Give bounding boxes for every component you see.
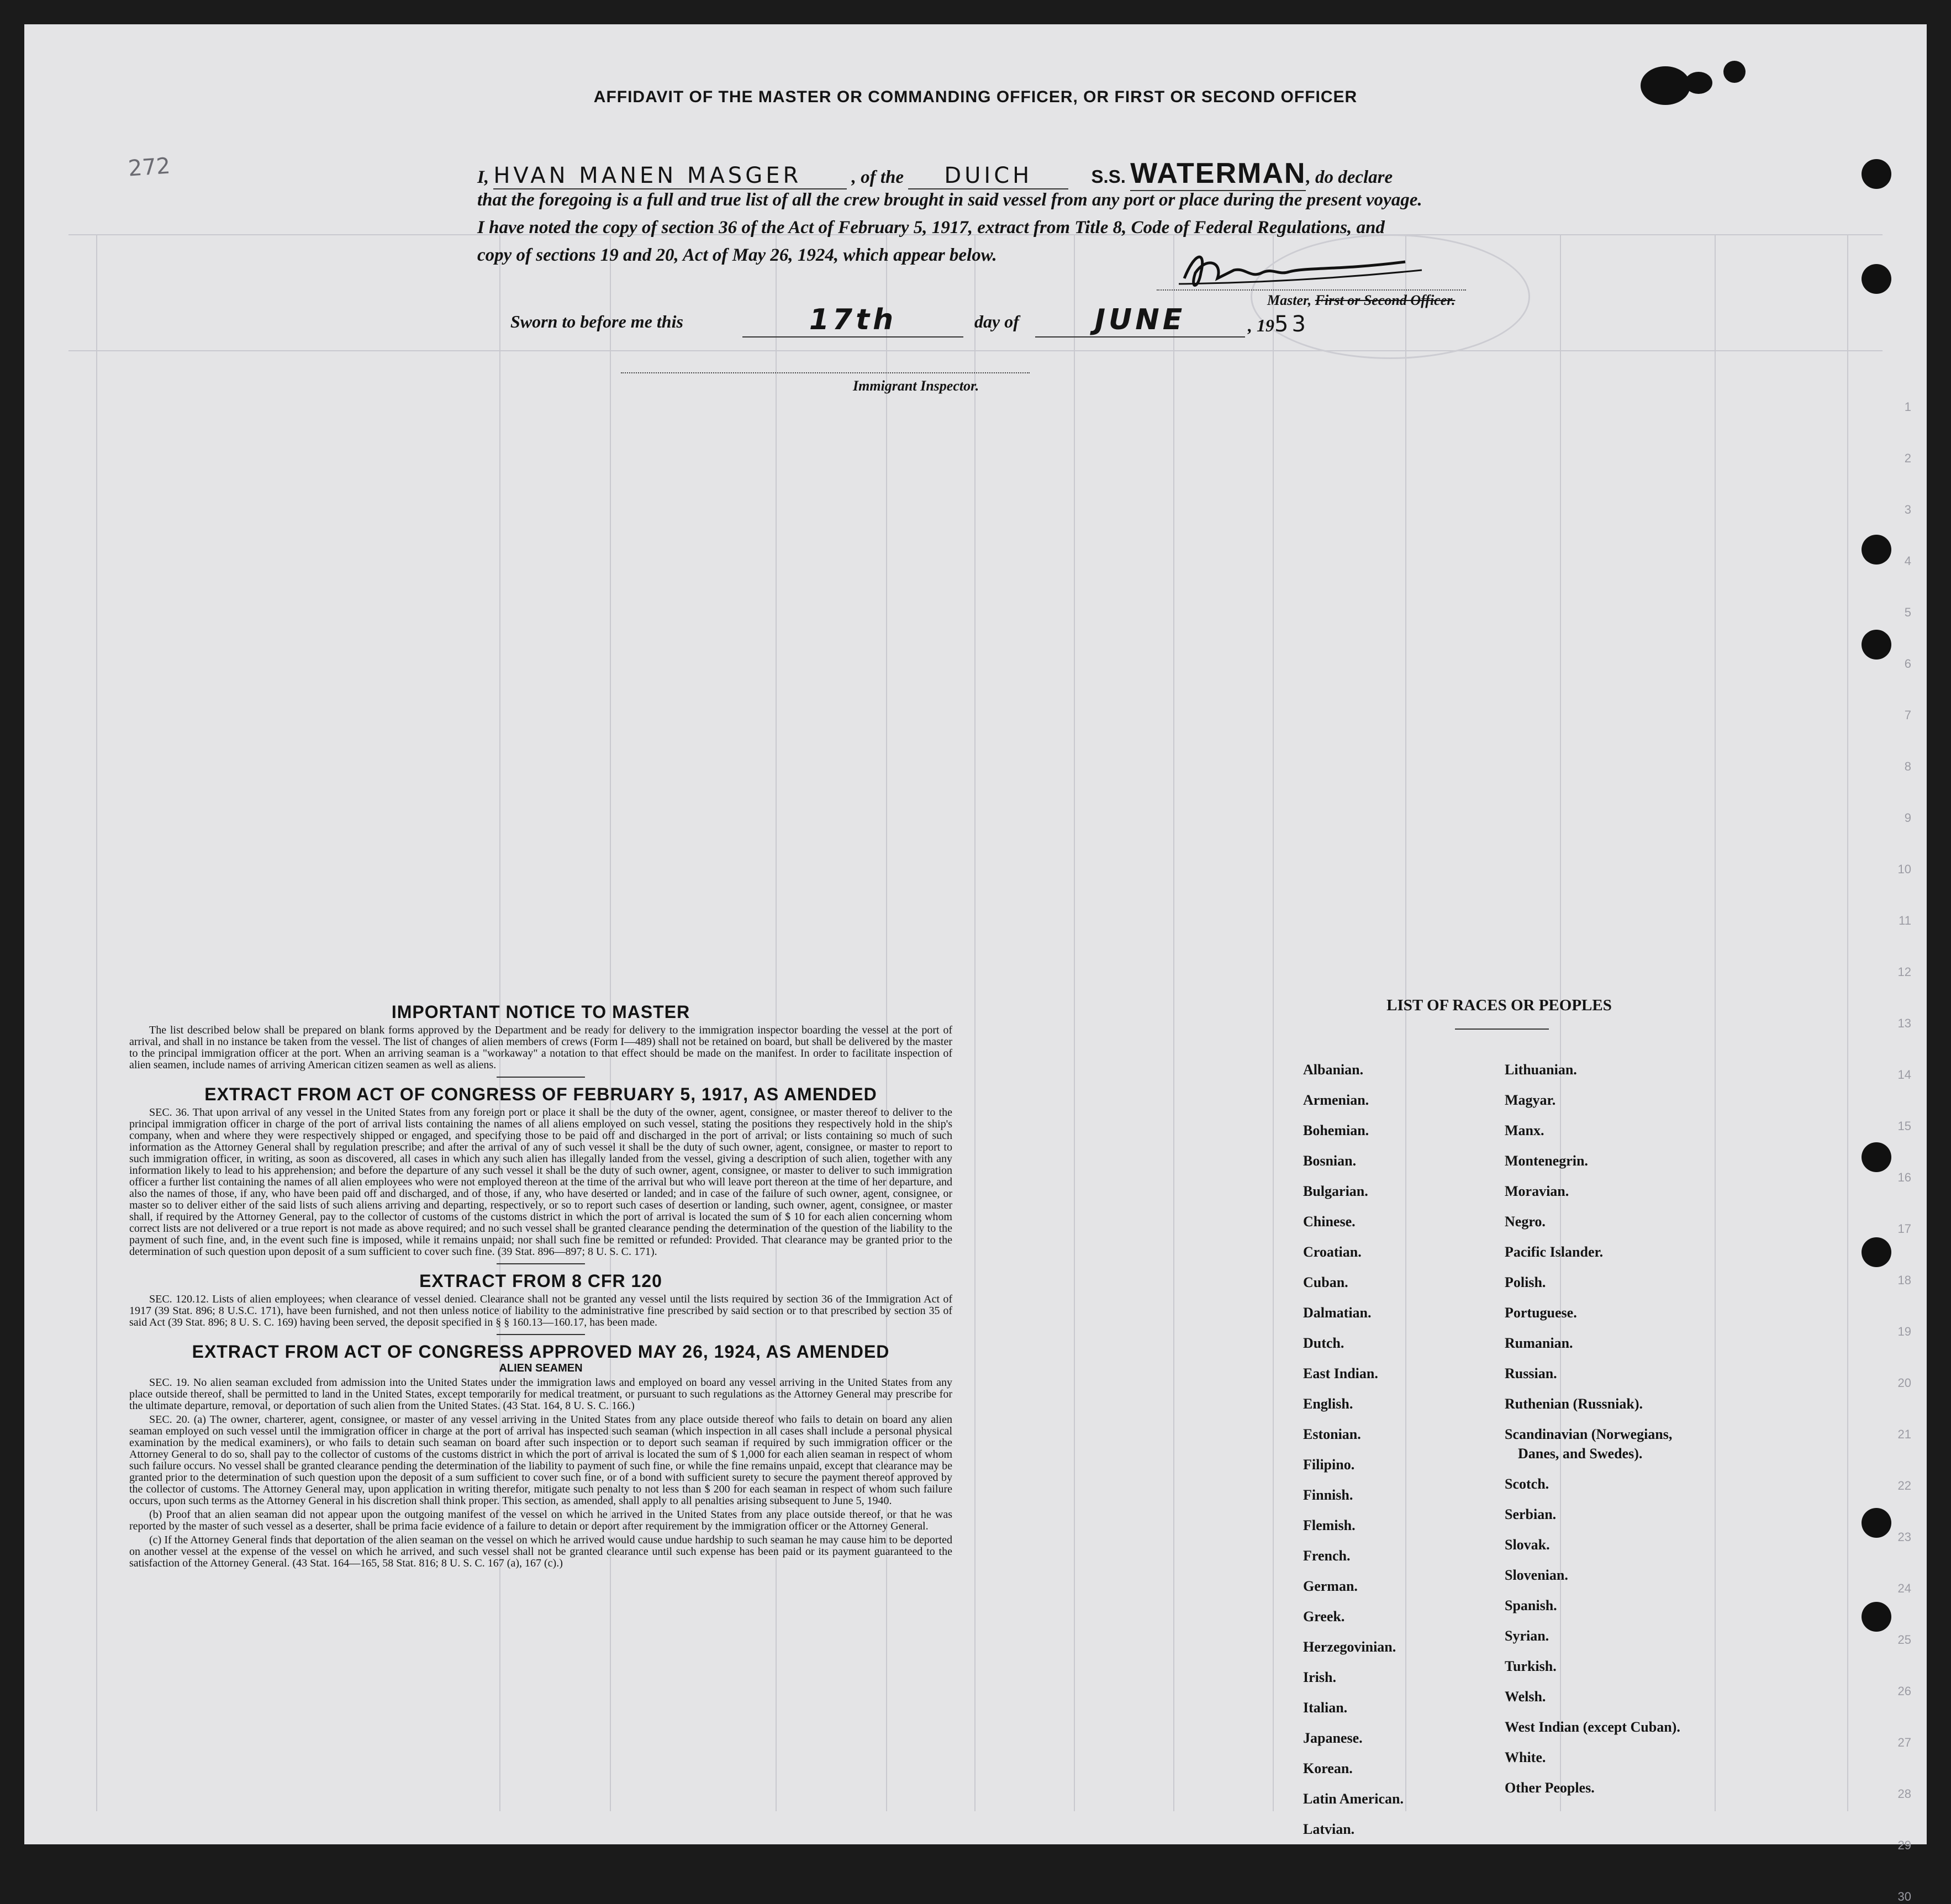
- row-number: 12: [1897, 965, 1911, 979]
- race-item: Syrian.: [1505, 1628, 1549, 1644]
- race-item: Japanese.: [1303, 1730, 1363, 1746]
- race-item: Herzegovinian.: [1303, 1639, 1396, 1655]
- notice-title: IMPORTANT NOTICE TO MASTER: [391, 1002, 690, 1022]
- struck-officer-label: First or Second Officer.: [1315, 292, 1456, 308]
- race-item: Danes, and Swedes).: [1518, 1446, 1643, 1462]
- race-item: Chinese.: [1303, 1214, 1356, 1230]
- row-number: 7: [1904, 708, 1911, 722]
- race-item: Croatian.: [1303, 1244, 1362, 1260]
- race-item: Cuban.: [1303, 1274, 1348, 1290]
- punch-hole: [1862, 1508, 1891, 1538]
- race-item: Finnish.: [1303, 1487, 1353, 1503]
- row-number: 2: [1904, 451, 1911, 465]
- year-suffix: 53: [1274, 312, 1309, 337]
- grid-line: [1715, 234, 1716, 1811]
- race-item: Montenegrin.: [1505, 1153, 1588, 1169]
- row-number: 29: [1897, 1838, 1911, 1852]
- race-item: Latin American.: [1303, 1791, 1404, 1807]
- row-number: 20: [1897, 1376, 1911, 1390]
- grid-line: [96, 234, 97, 1811]
- margin-note: 272: [127, 153, 171, 182]
- race-item: Slovenian.: [1505, 1567, 1568, 1583]
- race-item: Turkish.: [1505, 1658, 1557, 1674]
- race-item: Bohemian.: [1303, 1122, 1369, 1138]
- row-number: 15: [1897, 1119, 1911, 1133]
- day-of-label: day of: [974, 312, 1019, 331]
- divider: [1455, 1029, 1549, 1030]
- row-number: 9: [1904, 811, 1911, 825]
- year-field: [1248, 312, 1309, 337]
- divider: [497, 1263, 585, 1264]
- row-number: 11: [1899, 914, 1911, 927]
- race-item: Portuguese.: [1505, 1305, 1577, 1321]
- race-item: Moravian.: [1505, 1183, 1569, 1199]
- declaration-mid: , of the: [851, 167, 904, 187]
- punch-hole: [1862, 1237, 1891, 1267]
- race-item: Estonian.: [1303, 1426, 1361, 1442]
- legal-notice-section: [129, 1002, 952, 1569]
- race-item: White.: [1505, 1749, 1546, 1765]
- punch-hole: [1862, 535, 1891, 565]
- race-item: Latvian.: [1303, 1821, 1355, 1837]
- row-number: 6: [1904, 657, 1911, 671]
- race-item: Scandinavian (Norwegians,: [1505, 1426, 1673, 1442]
- declaration-text-2: that the foregoing is a full and true list of all the crew brought in said vessel from any port or place during the present voyage.: [477, 190, 1422, 210]
- row-number: 8: [1904, 760, 1911, 773]
- row-number: 10: [1897, 862, 1911, 876]
- declaration-prefix: I,: [477, 167, 489, 187]
- punch-hole: [1862, 630, 1891, 660]
- race-item: Albanian.: [1303, 1062, 1364, 1078]
- race-item: German.: [1303, 1578, 1358, 1594]
- sworn-day-field: 17th: [742, 303, 963, 337]
- declaration-suffix: , do declare: [1306, 167, 1393, 187]
- race-item: Bosnian.: [1303, 1153, 1357, 1169]
- nationality-field: DUICH: [908, 163, 1068, 189]
- extract-1924-paragraph: (c) If the Attorney General finds that deportation of the alien seaman on the vessel on which he arrived would cause undue hardship to such seaman he may cause him to be deported on another vessel at the expense of the vessel on which he arrived, and such vessel shall not be granted clearance until such expense has been paid or its payment guaranteed to the satisfaction of the Attorney General. (43 Stat. 164—165, 58 Stat. 816; 8 U. S. C. 167 (a), 167 (c).): [129, 1534, 952, 1569]
- row-number: 27: [1897, 1736, 1911, 1749]
- race-item: Pacific Islander.: [1505, 1244, 1604, 1260]
- row-number: 5: [1904, 605, 1911, 619]
- race-item: Welsh.: [1505, 1689, 1546, 1705]
- row-number: 14: [1897, 1068, 1911, 1082]
- grid-line: [974, 234, 975, 1811]
- race-item: Bulgarian.: [1303, 1183, 1368, 1199]
- row-number: 1: [1904, 400, 1911, 414]
- race-item: East Indian.: [1303, 1365, 1378, 1381]
- race-item: Greek.: [1303, 1608, 1345, 1625]
- race-item: Scotch.: [1505, 1476, 1549, 1492]
- inspector-signature-line: [621, 372, 1030, 373]
- row-number: 23: [1897, 1530, 1911, 1544]
- extract-1917-body: SEC. 36. That upon arrival of any vessel in the United States from any foreign port or place it shall be the duty of the owner, agent, consignee, or master thereof to deliver to the principal immigration officer in charge of the port of arrival lists containing the names of all aliens employed on such vessel, stating the positions they respectively hold in the ship's company, when and where they were respectively shipped or engaged, and specifying those to be paid off and discharged in the port of arrival; or lists containing so much of such information as the Attorney General shall by regulation prescribe; and after the arrival of any of such vessel it shall be the duty of such owner, agent, consignee, or master to report to such immigration officer, in writing, as soon as discovered, all cases in which any such alien has illegally landed from the vessel, giving a description of such alien, together with any information likely to lead to his apprehension; and before the departure of any such vessel it shall be the duty of such owner, agent, consignee, or master to deliver to such immigration officer a further list containing the names of all alien employees who were not employed thereon at the time of the arrival but who will leave port thereon at the time of her departure, and also the names of those, if any, who have been paid off and discharged, and of those, if any, who have deserted or landed; and in case of the failure of such owner, agent, consignee, or master so to deliver either of the said lists of such aliens arriving and departing, respectively, or so to report such cases of desertion or landing, such owner, agent, consignee, or master shall, if required by the Attorney General, pay to the collector of customs of the customs district in which the port of arrival is located the sum of $ 10 for each alien concerning whom correct lists are not delivered or a true report is not made as above required; and no such vessel shall be granted clearance pending the determination of the question of the liability to the payment of such fine, and, in the event such fine is imposed, while it remains unpaid; nor shall such fine be remitted or refunded: Provided. That clearance may be granted prior to the determination of such question upon deposit of a sum sufficient to cover such fine. (39 Stat. 896—897; 8 U. S. C. 171).: [129, 1106, 952, 1258]
- races-title: LIST OF RACES OR PEOPLES: [1386, 996, 1612, 1014]
- race-item: French.: [1303, 1548, 1351, 1564]
- inspector-label: Immigrant Inspector.: [853, 378, 979, 394]
- race-item: Filipino.: [1303, 1457, 1355, 1473]
- grid-line: [1173, 234, 1174, 1811]
- row-number: 22: [1897, 1479, 1911, 1492]
- race-item: Dalmatian.: [1303, 1305, 1372, 1321]
- ship-prefix: S.S.: [1091, 166, 1126, 187]
- row-number: 21: [1897, 1427, 1911, 1441]
- race-item: Lithuanian.: [1505, 1062, 1577, 1078]
- race-item: English.: [1303, 1396, 1353, 1412]
- race-item: Serbian.: [1505, 1506, 1557, 1522]
- race-item: Ruthenian (Russniak).: [1505, 1396, 1643, 1412]
- race-item: Manx.: [1505, 1122, 1544, 1138]
- row-number: 16: [1897, 1170, 1911, 1184]
- race-item: Negro.: [1505, 1214, 1546, 1230]
- race-item: Dutch.: [1303, 1335, 1344, 1351]
- race-item: Armenian.: [1303, 1092, 1369, 1108]
- row-number: 24: [1897, 1581, 1911, 1595]
- row-number: 13: [1897, 1016, 1911, 1030]
- ship-name: WATERMAN: [1130, 157, 1306, 191]
- extract-cfr-title: EXTRACT FROM 8 CFR 120: [419, 1271, 662, 1291]
- grid-line: [1074, 234, 1075, 1811]
- extract-1924-paragraph: SEC. 19. No alien seaman excluded from admission into the United States under the immigration laws and employed on board any vessel arriving in the United States from any place outside thereof, shall be permitted to land in the United States, except temporarily for medical treatment, or pursuant to such regulations as the Attorney General may prescribe for the ultimate departure, removal, or deportation of such alien from the United States. (43 Stat. 164, 8 U. S. C. 166.): [129, 1376, 952, 1412]
- race-item: Irish.: [1303, 1669, 1336, 1685]
- race-item: Rumanian.: [1505, 1335, 1573, 1351]
- race-item: Korean.: [1303, 1760, 1353, 1776]
- ink-blot: [1723, 61, 1746, 83]
- row-number: 3: [1904, 503, 1911, 516]
- declaration-text-4: copy of sections 19 and 20, Act of May 26, 1924, which appear below.: [477, 245, 997, 265]
- row-number: 18: [1897, 1273, 1911, 1287]
- ink-blot: [1685, 72, 1712, 94]
- declaration-line: [477, 157, 1393, 191]
- race-item: Russian.: [1505, 1365, 1557, 1381]
- extract-cfr-body: SEC. 120.12. Lists of alien employees; when clearance of vessel denied. Clearance shall not be granted any vessel until the lists required by section 36 of the Immigration Act of 1917 (39 Stat. 896; 8 U.S.C. 171), have been furnished, and not then unless notice of liability to the administrative fine prescribed by said section or to that prescribed by section 35 of said Act (39 Stat. 896; 8 U. S. C. 169) having been served, the deposit specified in § § 160.13—160.17, has been made.: [129, 1293, 952, 1328]
- grid-line: [1273, 234, 1274, 1811]
- race-item: Polish.: [1505, 1274, 1546, 1290]
- punch-hole: [1862, 264, 1891, 294]
- extract-1917-title: EXTRACT FROM ACT OF CONGRESS OF FEBRUARY 5, 1917, AS AMENDED: [204, 1084, 877, 1104]
- extract-1924-paragraph: SEC. 20. (a) The owner, charterer, agent, consignee, or master of any vessel arriving in the United States from any place outside thereof who fails to detain on board any alien seaman employed on such vessel until the immigration officer in charge at the port of arrival has inspected such seaman (which inspection in all cases shall include a personal physical examination by the medical examiners), or who fails to detain such seaman on board after such inspection or to deport such seaman if required by such immigration officer or the Attorney General to do so, shall pay to the collector of customs of the customs district in which the port of arrival is located the sum of $ 1,000 for each alien seaman in respect of whom such failure occurs. No vessel shall be granted clearance pending the determination of the liability to payment of such fine, or while the fine remains unpaid, except that clearance may be granted prior to the determination of such question upon the deposit of a sum sufficient to cover such fine, or of a bond with sufficient surety to secure the payment thereof approved by the collector of customs. The Attorney General may, upon application in writing therefor, mitigate such penalty to not less than $ 200 for each seaman in respect of whom such failure occurs, upon such terms as the Attorney General in his discretion shall think proper. This section, as amended, shall apply to all penalties arising subsequent to June 5, 1940.: [129, 1414, 952, 1507]
- race-item: Spanish.: [1505, 1597, 1557, 1613]
- master-name-field: HVAN MANEN MASGER: [493, 163, 847, 189]
- punch-hole: [1862, 1602, 1891, 1632]
- race-item: Other Peoples.: [1505, 1780, 1595, 1796]
- master-officer-label: [1267, 292, 1455, 309]
- divider: [497, 1077, 585, 1078]
- race-item: Slovak.: [1505, 1537, 1550, 1553]
- row-number: 28: [1897, 1787, 1911, 1801]
- extract-1924-subtitle: ALIEN SEAMEN: [499, 1362, 583, 1374]
- row-number: 4: [1904, 554, 1911, 568]
- declaration-text-3: I have noted the copy of section 36 of the Act of February 5, 1917, extract from Title 8, Code of Federal Regulations, and: [477, 218, 1385, 238]
- ink-blot: [1641, 66, 1690, 105]
- row-number: 17: [1897, 1222, 1911, 1236]
- row-number: 30: [1897, 1890, 1911, 1903]
- grid-line: [1405, 234, 1406, 1811]
- manifest-page: [24, 24, 1927, 1903]
- master-label: Master,: [1267, 292, 1312, 308]
- affidavit-title: AFFIDAVIT OF THE MASTER OR COMMANDING OFFICER, OR FIRST OR SECOND OFFICER: [593, 88, 1358, 106]
- punch-hole: [1862, 159, 1891, 189]
- sworn-label: Sworn to before me this: [510, 312, 683, 331]
- race-item: Magyar.: [1505, 1092, 1556, 1108]
- row-number: 19: [1897, 1325, 1911, 1338]
- extract-1924-title: EXTRACT FROM ACT OF CONGRESS APPROVED MAY 26, 1924, AS AMENDED: [192, 1342, 890, 1362]
- divider: [497, 1334, 585, 1335]
- race-item: West Indian (except Cuban).: [1505, 1719, 1680, 1735]
- grid-line: [1847, 234, 1848, 1811]
- row-number: 25: [1897, 1633, 1911, 1647]
- sworn-month-field: JUNE: [1035, 303, 1245, 337]
- row-number: 26: [1897, 1684, 1911, 1698]
- race-item: Flemish.: [1303, 1517, 1356, 1533]
- race-item: Italian.: [1303, 1700, 1348, 1716]
- year-prefix: , 19: [1248, 315, 1274, 335]
- notice-body: The list described below shall be prepared on blank forms approved by the Department and be ready for delivery to the immigration inspector boarding the vessel at the port of arrival, and shall in no instance be taken from the vessel. The list of changes of alien members of crews (Form I—489) shall not be retained on board, but shall be delivered by the master to the principal immigration officer at the port. When an arriving seaman is a "workaway" a notation to that effect should be made on the manifest. In order to facilitate inspection of alien seamen, include names of arriving American citizen seamen as well as aliens.: [129, 1024, 952, 1071]
- punch-hole: [1862, 1142, 1891, 1172]
- extract-1924-paragraph: (b) Proof that an alien seaman did not appear upon the outgoing manifest of the vessel on which he arrived in the United States from any place outside thereof, or that he was reported by the master of such vessel as a deserter, shall be prima facie evidence of a failure to detain or deport after requirement by the immigration officer or the Attorney General.: [129, 1509, 952, 1532]
